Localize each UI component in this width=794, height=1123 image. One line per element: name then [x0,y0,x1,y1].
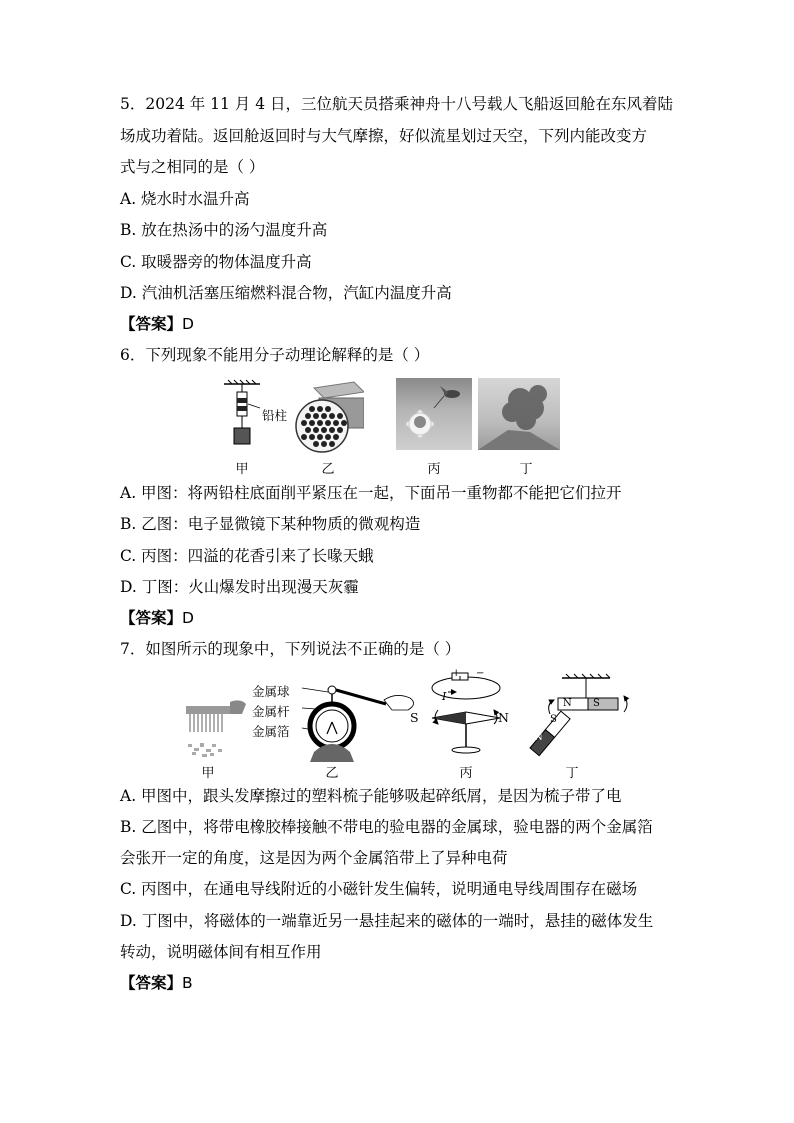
q5-option-d: D. 汽油机活塞压缩燃料混合物，汽缸内温度升高 [120,284,452,302]
figure-caption-ding: 丁 [519,462,533,477]
q6-figure [220,378,590,477]
metal-ball-label: 金属球 [252,684,290,699]
compass-n-label: N [498,710,509,725]
q6-option-a: A. 甲图：将两铅柱底面削平紧压在一起，下面吊一重物都不能把它们拉开 [120,484,622,502]
q7-option-b-line-1: B. 乙图中，将带电橡胶棒接触不带电的验电器的金属球，验电器的两个金属箔 [120,818,653,836]
figure-caption-ding: 丁 [565,766,579,781]
answer-label: 【答案】 [120,974,183,992]
compass-s-label: S [410,710,419,725]
metal-rod-label: 金属杆 [252,704,290,719]
q5-stem-line-2: 场成功着陆。返回舱返回时与大气摩擦，好似流星划过天空，下列内能改变方 [120,127,648,145]
q7-option-c: C. 丙图中，在通电导线附近的小磁针发生偏转，说明通电导线周围存在磁场 [120,880,638,898]
q5-answer [120,314,194,334]
answer-value: B [182,974,193,992]
q5-option-c: C. 取暖器旁的物体温度升高 [120,253,312,271]
q7-option-d-line-1: D. 丁图中，将磁体的一端靠近另一悬挂起来的磁体的一端时，悬挂的磁体发生 [120,912,654,930]
microstructure-image [294,378,364,458]
volcano-ash-photo [478,378,560,450]
answer-value: D [182,609,194,627]
hanging-magnet-s-label: S [593,698,600,709]
answer-label: 【答案】 [120,315,183,333]
figure-caption-yi: 乙 [325,766,339,781]
q5-option-a: A. 烧水时水温升高 [120,190,250,208]
magnets-interaction-diagram [520,670,630,766]
figure-caption-jia: 甲 [201,766,215,781]
q7-option-b-line-2: 会张开一定的角度，这是因为两个金属箔带上了异种电荷 [120,849,508,867]
lead-cylinder-label: 铅柱 [262,408,288,423]
metal-foil-label: 金属箔 [252,724,290,739]
q7-stem: 7．如图所示的现象中，下列说法不正确的是（ ） [120,640,461,658]
figure-caption-bing: 丙 [427,462,441,477]
battery-minus-sign: − [476,668,485,679]
q6-stem: 6．下列现象不能用分子动理论解释的是（ ） [120,346,430,364]
q7-option-a: A. 甲图中，跟头发摩擦过的塑料梳子能够吸起碎纸屑，是因为梳子带了电 [120,787,622,805]
q7-option-d-line-2: 转动，说明磁体间有相互作用 [120,943,322,961]
hand-magnet-n-label: N [534,732,543,743]
q6-answer [120,608,194,628]
current-label: I [442,690,447,703]
q5-stem-line-3: 式与之相同的是（ ） [120,158,265,176]
q6-option-b: B. 乙图：电子显微镜下某种物质的微观构造 [120,515,421,533]
q5-option-b: B. 放在热汤中的汤勺温度升高 [120,221,328,239]
q5-stem-line-1: 5．2024 年 11 月 4 日，三位航天员搭乘神舟十八号载人飞船返回舱在东风着陆 [120,95,674,113]
flower-moth-photo [396,378,472,450]
figure-caption-bing: 丙 [459,766,473,781]
battery-plus-sign: + [452,668,461,679]
hanging-magnet-n-label: N [563,698,572,709]
answer-label: 【答案】 [120,609,183,627]
q6-option-d: D. 丁图：火山爆发时出现漫天灰霾 [120,578,359,596]
q7-answer [120,973,193,993]
answer-value: D [182,315,194,333]
figure-caption-jia: 甲 [235,462,249,477]
q6-option-c: C. 丙图：四溢的花香引来了长喙天蛾 [120,547,374,565]
comb-paper-scraps-image [180,694,250,764]
q7-figure [180,670,640,782]
figure-caption-yi: 乙 [321,462,335,477]
hand-magnet-s-label: S [550,714,557,725]
